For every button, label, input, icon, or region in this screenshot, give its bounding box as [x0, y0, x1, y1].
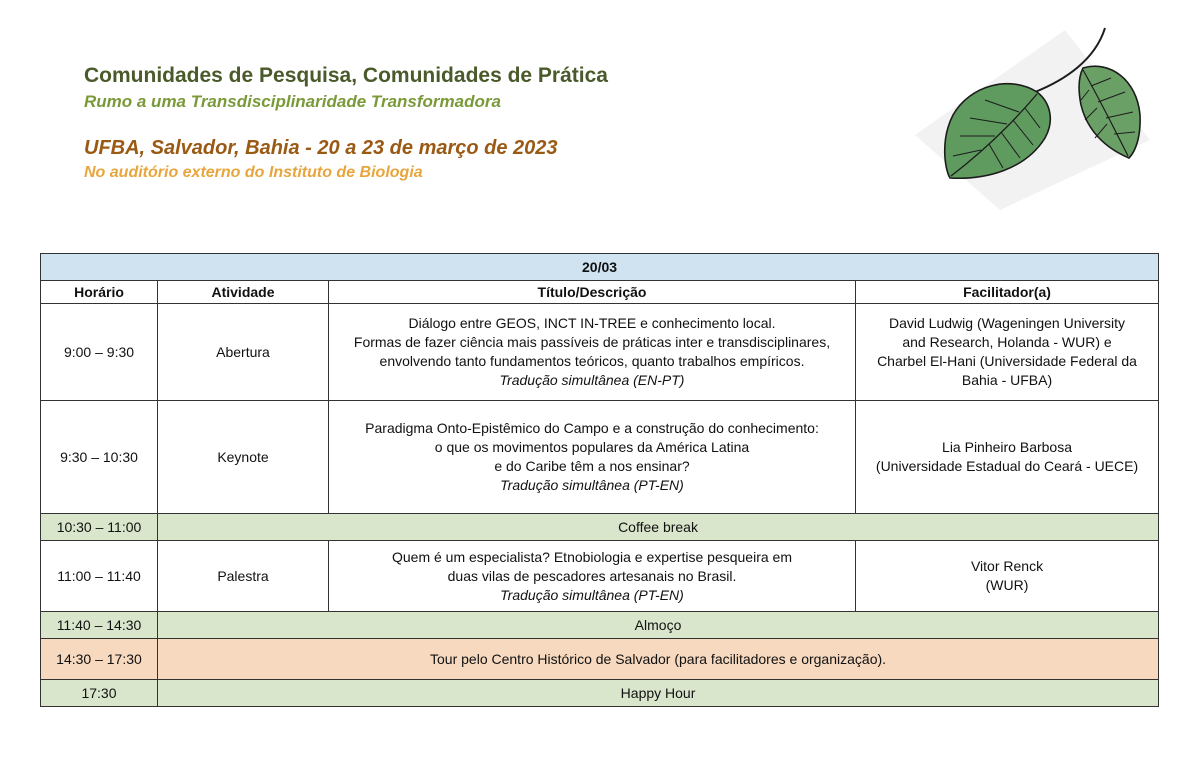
- row-time: 9:30 – 10:30: [41, 401, 158, 514]
- column-header-activity: Atividade: [158, 281, 329, 304]
- header-row: [41, 281, 1159, 304]
- row-time: 11:00 – 11:40: [41, 541, 158, 612]
- facilitator-line: Lia Pinheiro Barbosa: [942, 439, 1073, 455]
- table-row: [41, 304, 1159, 401]
- row-label: Happy Hour: [158, 680, 1159, 707]
- row-label: Almoço: [158, 612, 1159, 639]
- row-activity: Palestra: [158, 541, 329, 612]
- row-time: 10:30 – 11:00: [41, 514, 158, 541]
- row-facilitator: [856, 304, 1159, 401]
- table-row-break: [41, 514, 1159, 541]
- table-row: [41, 401, 1159, 514]
- facilitator-line: Vitor Renck: [970, 558, 1044, 574]
- facilitator-line: Charbel El-Hani (Universidade Federal da: [877, 353, 1137, 369]
- row-activity: Abertura: [158, 304, 329, 401]
- facilitator-line: Bahia - UFBA): [961, 372, 1053, 388]
- facilitator-line: and Research, Holanda - WUR) e: [902, 334, 1112, 350]
- translation-note: Tradução simultânea (PT-EN): [500, 586, 684, 603]
- table-row-break: [41, 680, 1159, 707]
- facilitator-line: (WUR): [985, 577, 1029, 593]
- facilitator-line: (Universidade Estadual do Ceará - UECE): [875, 458, 1139, 474]
- green-leaves-icon: [915, 20, 1155, 210]
- event-venue-date: UFBA, Salvador, Bahia - 20 a 23 de março de 2023: [84, 137, 558, 159]
- row-label: Tour pelo Centro Histórico de Salvador (para facilitadores e organização).: [158, 639, 1159, 680]
- translation-note: Tradução simultânea (PT-EN): [500, 477, 684, 493]
- description-line: Quem é um especialista? Etnobiologia e expertise pesqueira em: [391, 548, 792, 565]
- page-title: Comunidades de Pesquisa, Comunidades de Prática: [84, 64, 608, 87]
- facilitator-line: David Ludwig (Wageningen University: [889, 315, 1126, 331]
- page-subtitle: Rumo a uma Transdisciplinaridade Transformadora: [84, 92, 501, 111]
- table-row: [41, 541, 1159, 612]
- row-description: [329, 401, 856, 514]
- row-label: Coffee break: [158, 514, 1159, 541]
- row-time: 14:30 – 17:30: [41, 639, 158, 680]
- description-line: e do Caribe têm a nos ensinar?: [494, 458, 690, 474]
- table-row-tour: [41, 639, 1159, 680]
- translation-note: Tradução simultânea (EN-PT): [499, 372, 685, 388]
- table-row-break: [41, 612, 1159, 639]
- column-header-description: Título/Descrição: [329, 281, 856, 304]
- description-line: Formas de fazer ciência mais passíveis de práticas inter e transdisciplinares,: [353, 334, 831, 350]
- description-line: Paradigma Onto-Epistêmico do Campo e a construção do conhecimento:: [365, 420, 819, 436]
- event-location: No auditório externo do Instituto de Biologia: [84, 164, 423, 181]
- description-line: envolvendo tanto fundamentos teóricos, quanto trabalhos empíricos.: [379, 353, 805, 369]
- description-line: o que os movimentos populares da América Latina: [434, 439, 750, 455]
- description-line: Diálogo entre GEOS, INCT IN-TREE e conhecimento local.: [408, 315, 776, 331]
- header: [84, 62, 608, 184]
- row-time: 9:00 – 9:30: [41, 304, 158, 401]
- description-line: duas vilas de pescadores artesanais no Brasil.: [447, 567, 737, 584]
- row-description: [329, 541, 856, 612]
- row-description: [329, 304, 856, 401]
- column-header-time: Horário: [41, 281, 158, 304]
- row-time: 11:40 – 14:30: [41, 612, 158, 639]
- row-activity: Keynote: [158, 401, 329, 514]
- column-header-facilitator: Facilitador(a): [856, 281, 1159, 304]
- row-facilitator: [856, 401, 1159, 514]
- schedule-date: 20/03: [41, 254, 1159, 281]
- row-facilitator: [856, 541, 1159, 612]
- row-time: 17:30: [41, 680, 158, 707]
- schedule-table: [40, 253, 1159, 707]
- date-row: [41, 254, 1159, 281]
